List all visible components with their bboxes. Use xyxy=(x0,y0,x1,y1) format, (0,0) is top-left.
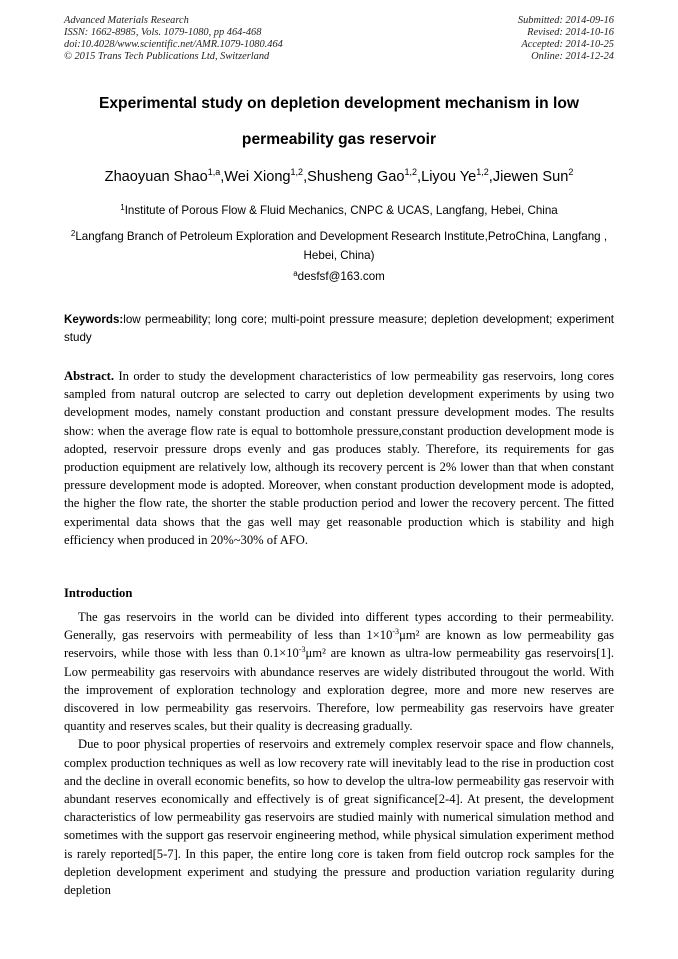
paragraph: The gas reservoirs in the world can be divided into different types according to their permeability. Generally, gas reservoirs with permeability of less than $1\times 10^{-3}\mu m^2$ are known as low permeability gas reservoirs, while those with less than $0.1\times 10^{-3}\mu m^2$ are known as ultra-low permeability gas reservoirs[1]. Low permeability gas reservoirs with abundance reserves are widely distributed througout the world. With the improvement of exploration technology and exploration degree, more and more new reserves are discovered in low permeability gas reservoirs. Therefore, low permeability gas reservoirs have greater quantity and reserves scales, but their quality is decreasing gradually. xyxy=(64,610,615,734)
journal-header-right xyxy=(518,15,614,63)
author-mark: 1,2 xyxy=(476,167,489,177)
author-name: Wei Xiong xyxy=(224,169,291,185)
author-name: Liyou Ye xyxy=(421,169,477,185)
keywords-label: Keywords: xyxy=(64,313,124,326)
author-name: Jiewen Sun xyxy=(492,169,569,185)
author-name: Zhaoyuan Shao xyxy=(104,169,208,185)
date-submitted: Submitted: 2014-09-16 xyxy=(517,15,614,26)
author-mark: 1,a xyxy=(207,167,221,177)
author-email[interactable]: $^a$desfsf@163.com xyxy=(293,269,385,283)
author-mark: 2 xyxy=(568,167,574,177)
abstract-text: In order to study the development characteristics of low permeability gas reservoirs, long cores sampled from natural outcrop are selected to carry out depletion development experiments by using two development modes, namely constant production and constant pressure development modes. The results show: when the average flow rate is equal to bottomhole pressure,constant production development mode is adopted, reservoir pressure drops evenly and gas produces stably. Therefore, its requirements for gas production equipment are relatively low, although its recovery percent is 2% lower than that when constant pressure development mode is adopted. Moreover, when constant production development mode is adopted, the higher the flow rate, the shorter the stable production period and lower the recovery percent. The fitted experimental data shows that the gas well may get reasonable production which is stability and high efficiency when produced in 20%~30% of AFO. xyxy=(64,369,614,547)
affiliation-2: $^2$Langfang Branch of Petroleum Exploration and Development Research Institute,PetroChina, Langfang , Hebei, China) xyxy=(70,229,608,262)
date-online: Online: 2014-12-24 xyxy=(531,51,614,62)
journal-copyright: © 2015 Trans Tech Publications Ltd, Switzerland xyxy=(64,51,270,62)
author-mark: 1,2 xyxy=(290,167,304,177)
section-heading-introduction: Introduction xyxy=(64,586,133,600)
keywords xyxy=(64,311,614,347)
affiliation-1: $^1$Institute of Porous Flow & Fluid Mechanics, CNPC & UCAS, Langfang, Hebei, China xyxy=(120,203,558,217)
journal-issn: ISSN: 1662-8985, Vols. 1079-1080, pp 464-468 xyxy=(64,27,262,38)
introduction-body xyxy=(64,608,614,899)
journal-header-left xyxy=(64,15,283,63)
paragraph: Due to poor physical properties of reservoirs and extremely complex reservoir space and flow channels, complex production techniques as well as low recovery rate will inevitably lead to the rise in production cost and the decline in overall economic benefits, so how to develop the ultra-low permeability gas reservoir with abundant reserves economically and effectively is of great significance[2-4]. At present, the development characteristics of low permeability gas reservoirs are studied mainly with numerical simulation method and sometimes with the support gas reservoir engineering method, while physical simulation experiment method is rarely reported[5-7]. In this paper, the entire long core is taken from field outcrop rock samples for the depletion development experiment and studying the pressure and production variation regularity during depletion xyxy=(64,737,614,898)
abstract xyxy=(64,367,614,549)
author-list: Zhaoyuan Shao$^{1,a}$,Wei Xiong$^{1,2}$,Shusheng Gao$^{1,2}$,Liyou Ye$^{1,2}$,Jiewen Sun$^2$ xyxy=(104,167,574,185)
journal-doi: doi:10.4028/www.scientific.net/AMR.1079-1080.464 xyxy=(64,39,283,50)
journal-name: Advanced Materials Research xyxy=(64,15,189,26)
author-mark: 1,2 xyxy=(404,167,418,177)
abstract-label: Abstract. xyxy=(64,369,115,383)
date-accepted: Accepted: 2014-10-25 xyxy=(521,39,614,50)
keywords-text: low permeability; long core; multi-point pressure measure; depletion development; experiment study xyxy=(64,313,614,344)
date-revised: Revised: 2014-10-16 xyxy=(527,27,614,38)
author-name: Shusheng Gao xyxy=(307,169,405,185)
paper-title: Experimental study on depletion development mechanism in low permeability gas reservoir xyxy=(98,95,580,148)
